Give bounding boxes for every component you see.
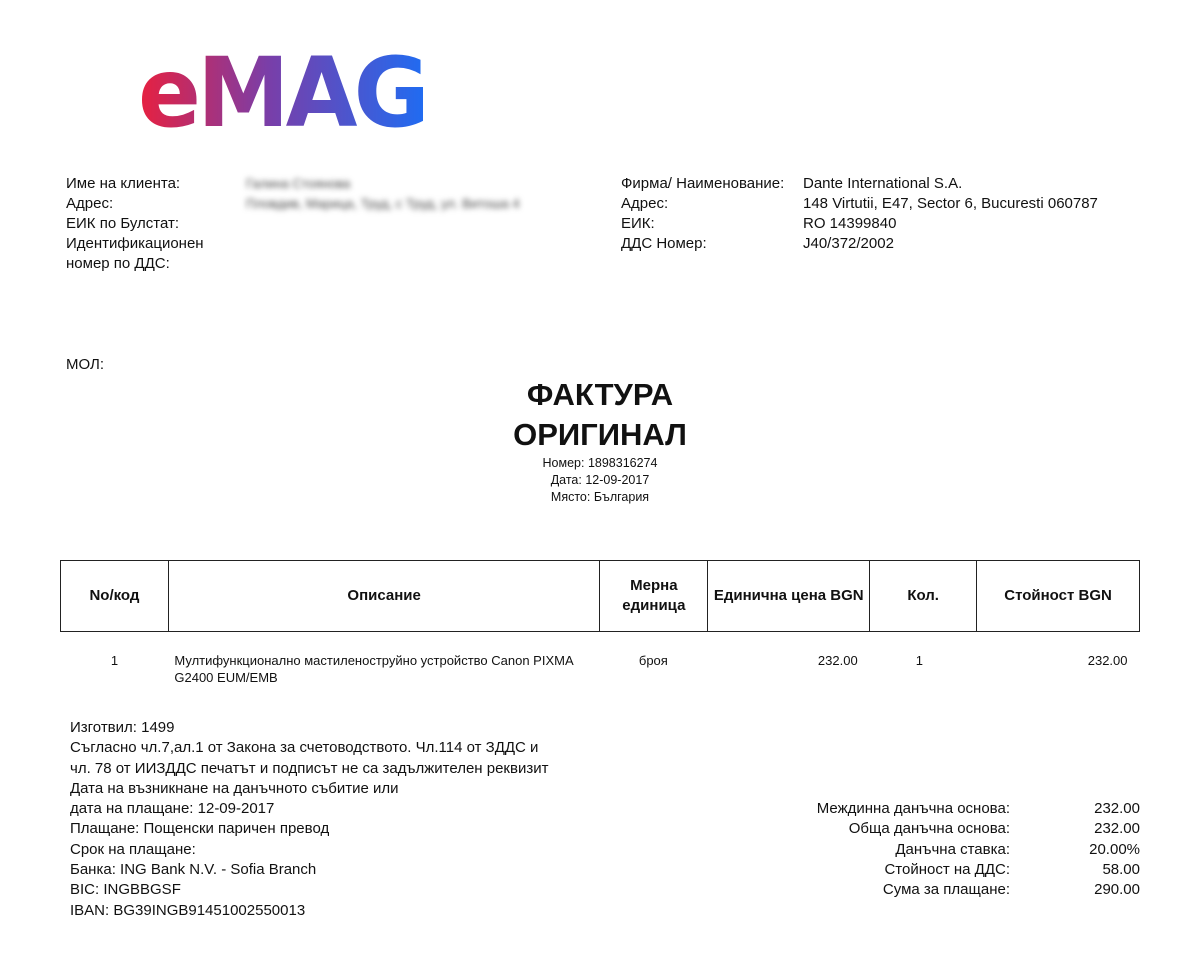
client-vat-label-line1: Идентификационен [66,235,204,252]
company-vat-label: ДДС Номер: [621,235,707,252]
vat-amount-label: Стойност на ДДС: [884,860,1010,878]
client-name-value: Галина Стоянова [246,176,351,191]
row-no: 1 [110,653,119,668]
vat-amount-value: 58.00 [1102,860,1140,878]
client-name-label: Име на клиента: [66,175,181,192]
taxable-base-value: 232.00 [1094,820,1140,838]
header-unit: Мерна единица [600,561,708,632]
svg-text:eMAG: eMAG [138,48,426,132]
invoice-subtitle: ОРИГИНАЛ [513,417,687,452]
payment-method: Плащане: Пощенски паричен превод [70,820,330,838]
company-vat-value: J40/372/2002 [803,235,894,252]
invoice-title: ФАКТУРА [526,377,674,412]
total-due-value: 290.00 [1094,881,1140,899]
client-address-label: Адрес: [66,195,114,212]
totals-values [1089,799,1140,900]
client-address-value: Пловдив, Марица, Труд, с Труд, ул. Витоша 4 [246,196,520,211]
company-address-value: 148 Virtutii, E47, Sector 6, Bucuresti 060787 [803,195,1098,212]
client-eik-label: ЕИК по Булстат: [66,215,180,232]
header-description: Описание [168,561,600,632]
payment-term: Срок на плащане: [70,840,196,858]
company-eik-value: RO 14399840 [803,215,897,232]
invoice-date: Дата: 12-09-2017 [550,473,650,487]
bank-iban: IBAN: BG39INGB91451002550013 [70,901,306,919]
table-header-row [61,561,1140,632]
company-address-label: Адрес: [621,195,669,212]
invoice-place: Място: България [550,490,650,504]
row-unit-price: 232.00 [817,653,858,668]
prepared-by: Изготвил: 1499 [70,719,175,736]
payment-date: дата на плащане: 12-09-2017 [70,800,275,818]
invoice-number: Номер: 1898316274 [542,456,658,470]
header-no: No/код [61,561,169,632]
company-name-label: Фирма/ Наименование: [621,175,785,192]
items-table [60,560,1140,687]
table-row [61,632,1140,688]
emag-logo [138,48,428,132]
taxable-base-label: Обща данъчна основа: [848,820,1010,838]
tax-rate-value: 20.00% [1089,840,1140,858]
company-name-value: Dante International S.A. [803,175,963,192]
bank-name: Банка: ING Bank N.V. - Sofia Branch [70,861,317,879]
row-description: Мултифункционално мастиленоструйно устройство Canon PIXMA G2400 EUM/EMB [174,653,573,685]
row-qty: 1 [915,653,923,668]
subtotal-label: Междинна данъчна основа: [816,800,1010,817]
legal-note-line2: чл. 78 от ИИЗДДС печатът и подписът не са задължителен реквизит [70,759,549,777]
client-block [66,174,204,274]
total-due-label: Сума за плащане: [882,881,1010,899]
row-unit: броя [638,653,668,668]
tax-rate-label: Данъчна ставка: [895,840,1010,858]
totals-labels [817,799,1010,900]
bank-bic: BIC: INGBBGSF [70,881,181,899]
tax-event-label: Дата на възникнане на данъчното събитие или [70,779,399,797]
company-eik-label: ЕИК: [621,215,655,232]
row-value: 232.00 [1087,653,1128,668]
client-vat-label-line2: номер по ДДС: [66,255,170,272]
legal-note-line1: Съгласно чл.7,ал.1 от Закона за счетоводството. Чл.114 от ЗДДС и [70,739,539,757]
company-labels [621,174,784,254]
header-value: Стойност BGN [977,561,1140,632]
header-qty: Кол. [870,561,977,632]
mol-label: МОЛ: [66,356,105,373]
company-values [803,174,1098,254]
subtotal-value: 232.00 [1094,800,1140,817]
footer-notes [70,718,548,921]
header-unit-price: Единична цена BGN [708,561,870,632]
